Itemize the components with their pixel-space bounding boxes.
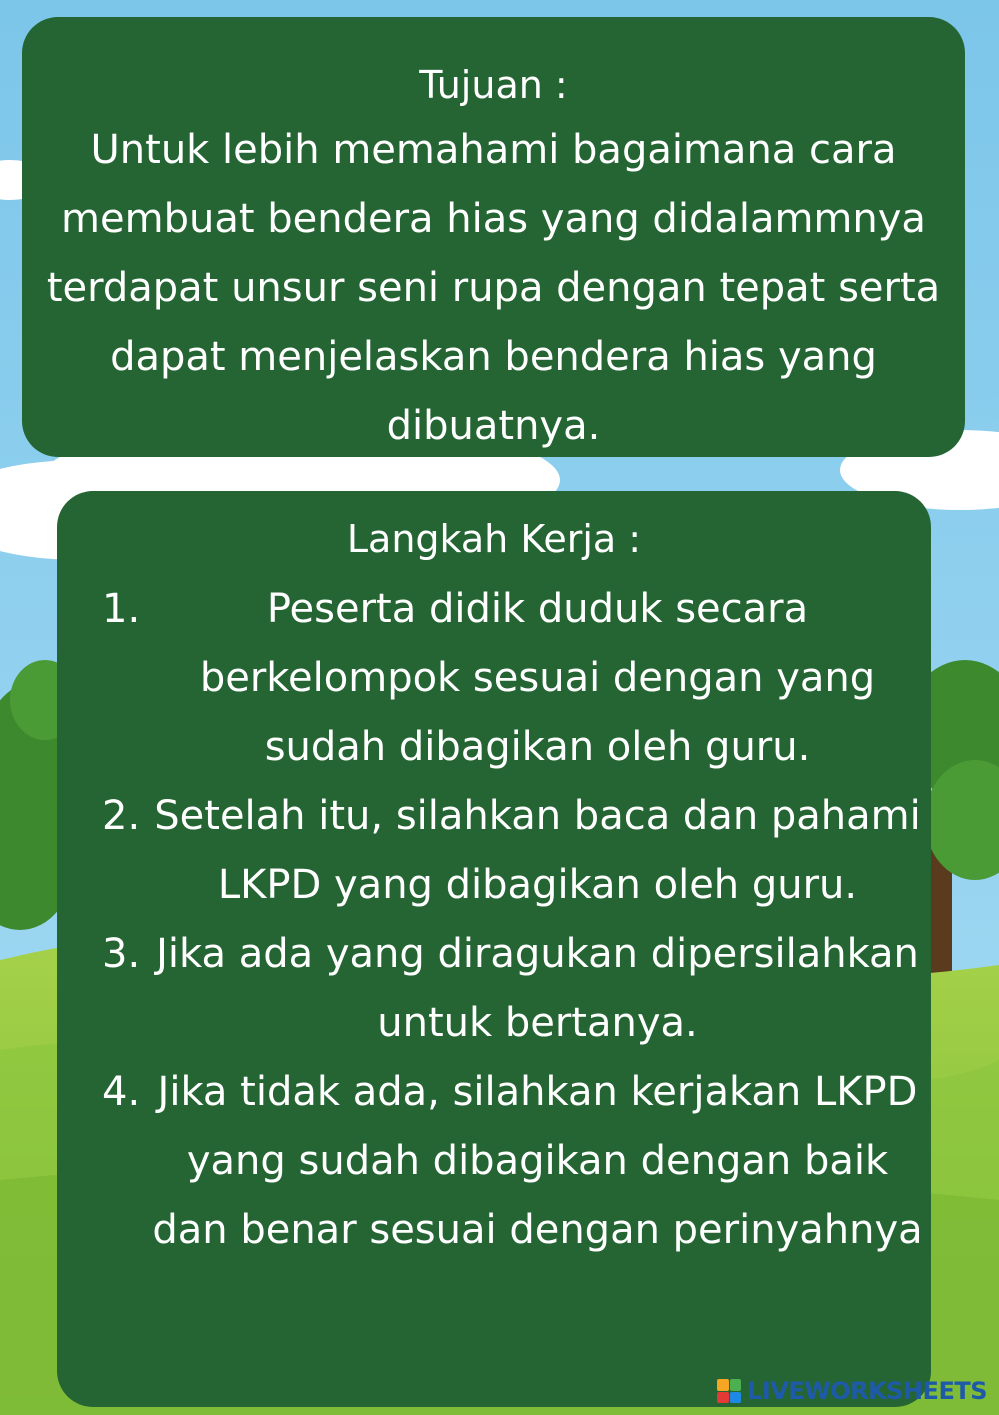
step-number: 2. — [102, 793, 141, 839]
step-text: Setelah itu, silahkan baca dan pahami LKPD yang dibagikan oleh guru. — [154, 793, 921, 908]
watermark-text: LIVEWORKSHEETS — [747, 1377, 987, 1405]
step-text: Peserta didik duduk secara berkelompok sesuai dengan yang sudah dibagikan oleh guru. — [199, 586, 876, 770]
liveworksheets-watermark — [717, 1375, 987, 1407]
tujuan-text: Untuk lebih memahami bagaimana cara membuat bendera hias yang didalammnya terdapat unsur seni rupa dengan tepat serta dapat menjelaskan bendera hias yang dibuatnya. — [46, 127, 941, 449]
step-item — [57, 575, 931, 782]
langkah-heading: Langkah Kerja : — [346, 517, 642, 561]
step-number: 3. — [102, 931, 141, 977]
langkah-panel — [57, 491, 931, 1407]
step-number: 4. — [102, 1069, 141, 1115]
step-text: Jika ada yang diragukan dipersilahkan untuk bertanya. — [156, 931, 919, 1046]
step-item — [57, 782, 931, 920]
step-text: Jika tidak ada, silahkan kerjakan LKPD yang sudah dibagikan dengan baik dan benar sesuai dengan perinyahnya — [152, 1069, 923, 1253]
tujuan-panel — [22, 17, 965, 457]
step-item — [57, 920, 931, 1058]
liveworksheets-logo-icon — [717, 1379, 741, 1403]
step-number: 1. — [102, 586, 141, 632]
tujuan-heading: Tujuan : — [419, 63, 568, 107]
step-item — [57, 1058, 931, 1265]
